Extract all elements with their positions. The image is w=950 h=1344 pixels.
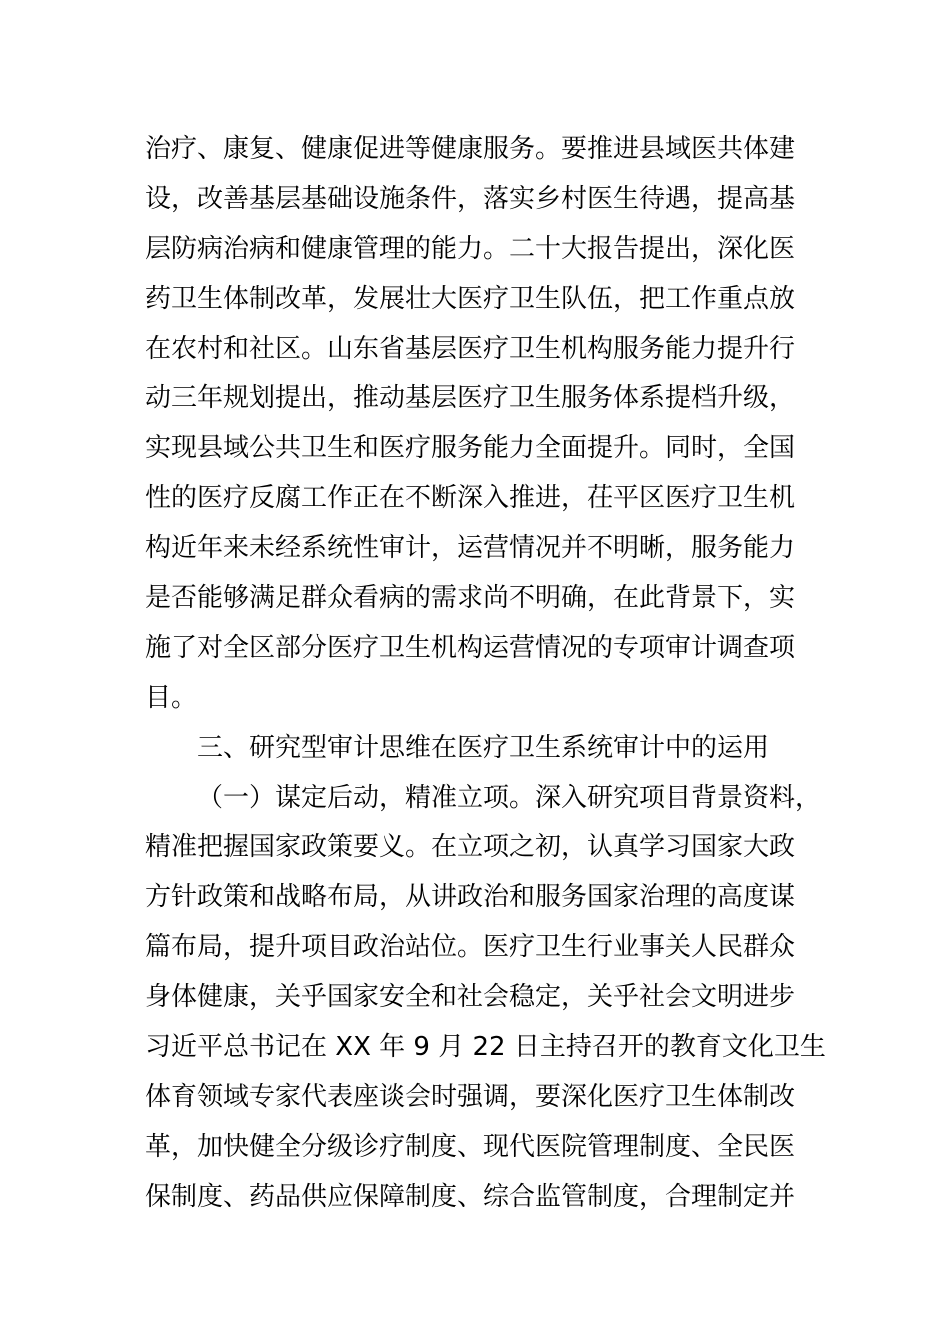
text-line: 动三年规划提出，推动基层医疗卫生服务体系提档升级，	[145, 383, 796, 414]
text-line: 保制度、药品供应保障制度、综合监管制度，合理制定并	[145, 1181, 796, 1212]
text-line: 身体健康，关乎国家安全和社会稳定，关乎社会文明进步	[145, 982, 796, 1013]
text-line: 精准把握国家政策要义。在立项之初，认真学习国家大政	[145, 832, 796, 863]
subsection-heading: （一）谋定后动，精准立项。深入研究项目背景资料，	[197, 782, 822, 813]
text-line: 实现县域公共卫生和医疗服务能力全面提升。同时，全国	[145, 433, 796, 464]
text-line: 革，加快健全分级诊疗制度、现代医院管理制度、全民医	[145, 1131, 796, 1162]
text-line: 构近年来未经系统性审计，运营情况并不明晰，服务能力	[145, 533, 796, 564]
text-line: 设，改善基层基础设施条件，落实乡村医生待遇，提高基	[145, 183, 796, 214]
text-line: 层防病治病和健康管理的能力。二十大报告提出，深化医	[145, 233, 796, 264]
text-line: 治疗、康复、健康促进等健康服务。要推进县域医共体建	[145, 134, 796, 164]
text-line: 习近平总书记在 XX 年 9 月 22 日主持召开的教育文化卫生	[145, 1032, 826, 1063]
section-heading: 三、研究型审计思维在医疗卫生系统审计中的运用	[197, 732, 770, 763]
text-line: 是否能够满足群众看病的需求尚不明确，在此背景下，实	[145, 583, 796, 614]
text-line: 药卫生体制改革，发展壮大医疗卫生队伍，把工作重点放	[145, 283, 796, 314]
text-line: 施了对全区部分医疗卫生机构运营情况的专项审计调查项	[145, 632, 796, 663]
body-text	[145, 125, 835, 1223]
text-line: 在农村和社区。山东省基层医疗卫生机构服务能力提升行	[145, 333, 796, 364]
text-line: 性的医疗反腐工作正在不断深入推进，茌平区医疗卫生机	[145, 483, 796, 514]
text-line: 目。	[145, 682, 198, 713]
text-line: 篇布局，提升项目政治站位。医疗卫生行业事关人民群众	[145, 932, 796, 963]
text-line: 方针政策和战略布局，从讲政治和服务国家治理的高度谋	[145, 882, 796, 913]
text-line: 体育领域专家代表座谈会时强调，要深化医疗卫生体制改	[145, 1081, 796, 1112]
